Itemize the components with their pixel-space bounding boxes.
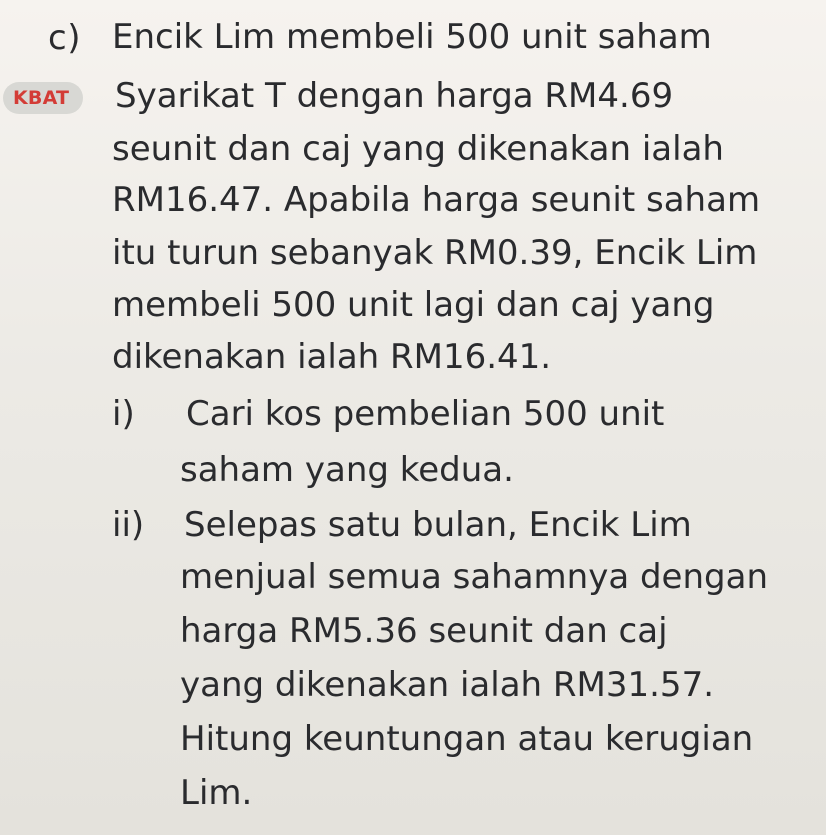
question-line: dikenakan ialah RM16.41. (112, 337, 552, 377)
part-i-label: i) (112, 394, 135, 434)
part-i-line: saham yang kedua. (180, 450, 514, 490)
question-line: Syarikat T dengan harga RM4.69 (115, 76, 674, 116)
part-ii-line: Lim. (180, 773, 253, 813)
part-ii-line: harga RM5.36 seunit dan caj (180, 611, 668, 651)
question-line: Encik Lim membeli 500 unit saham (112, 17, 712, 57)
part-ii-line: menjual semua sahamnya dengan (180, 557, 768, 597)
question-line: seunit dan caj yang dikenakan ialah (112, 129, 724, 169)
question-line: itu turun sebanyak RM0.39, Encik Lim (112, 233, 758, 273)
kbat-badge: KBAT (3, 82, 83, 114)
part-ii-line: yang dikenakan ialah RM31.57. (180, 665, 715, 705)
part-i-line: Cari kos pembelian 500 unit (186, 394, 665, 434)
question-line: RM16.47. Apabila harga seunit saham (112, 180, 761, 220)
part-ii-label: ii) (112, 505, 145, 545)
question-line: membeli 500 unit lagi dan caj yang (112, 285, 715, 325)
part-ii-line: Selepas satu bulan, Encik Lim (184, 505, 692, 545)
question-label: c) (48, 18, 81, 58)
part-ii-line: Hitung keuntungan atau kerugian (180, 719, 754, 759)
